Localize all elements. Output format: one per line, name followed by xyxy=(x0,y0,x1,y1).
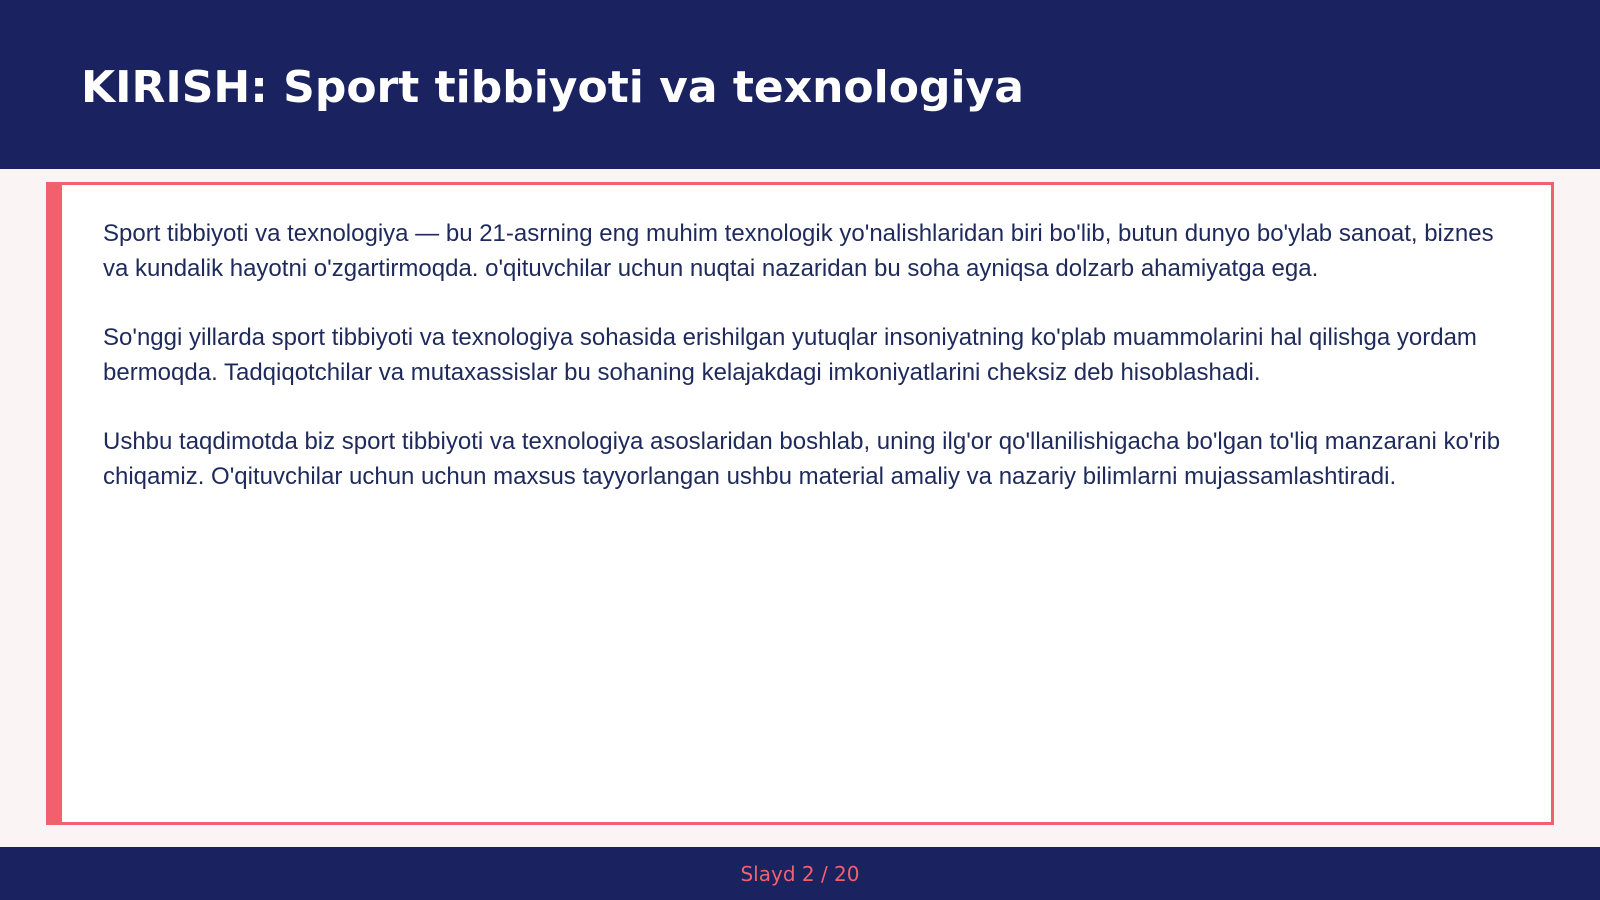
paragraph-achievements: So'nggi yillarda sport tibbiyoti va texnologiya sohasida erishilgan yutuqlar insoniyatning ko'plab muammolarini hal qilishga yordam bermoqda. Tadqiqotchilar va mutaxassislar bu sohaning kelajakdagi imkoniyatlarini cheksiz deb hisoblashadi. xyxy=(103,324,1477,386)
content-panel xyxy=(46,182,1554,825)
paragraph-overview: Ushbu taqdimotda biz sport tibbiyoti va texnologiya asoslaridan boshlab, uning ilg'or qo'llanilishigacha bo'lgan to'liq manzarani ko'rib chiqamiz. O'qituvchilar uchun uchun maxsus tayyorlangan ushbu material amaliy va nazariy bilimlarni mujassamlashtiradi. xyxy=(103,428,1501,490)
slide-number: Slayd 2 / 20 xyxy=(740,862,860,886)
paragraph-intro: Sport tibbiyoti va texnologiya — bu 21-asrning eng muhim texnologik yo'nalishlaridan biri bo'lib, butun dunyo bo'ylab sanoat, biznes va kundalik hayotni o'zgartirmoqda. o'qituvchilar uchun nuqtai nazaridan bu soha ayniqsa dolzarb ahamiyatga ega. xyxy=(103,220,1494,282)
slide-header xyxy=(0,0,1600,169)
slide-title: KIRISH: Sport tibbiyoti va texnologiya xyxy=(81,62,1024,113)
slide-footer xyxy=(0,847,1600,900)
content-body xyxy=(103,217,1523,529)
